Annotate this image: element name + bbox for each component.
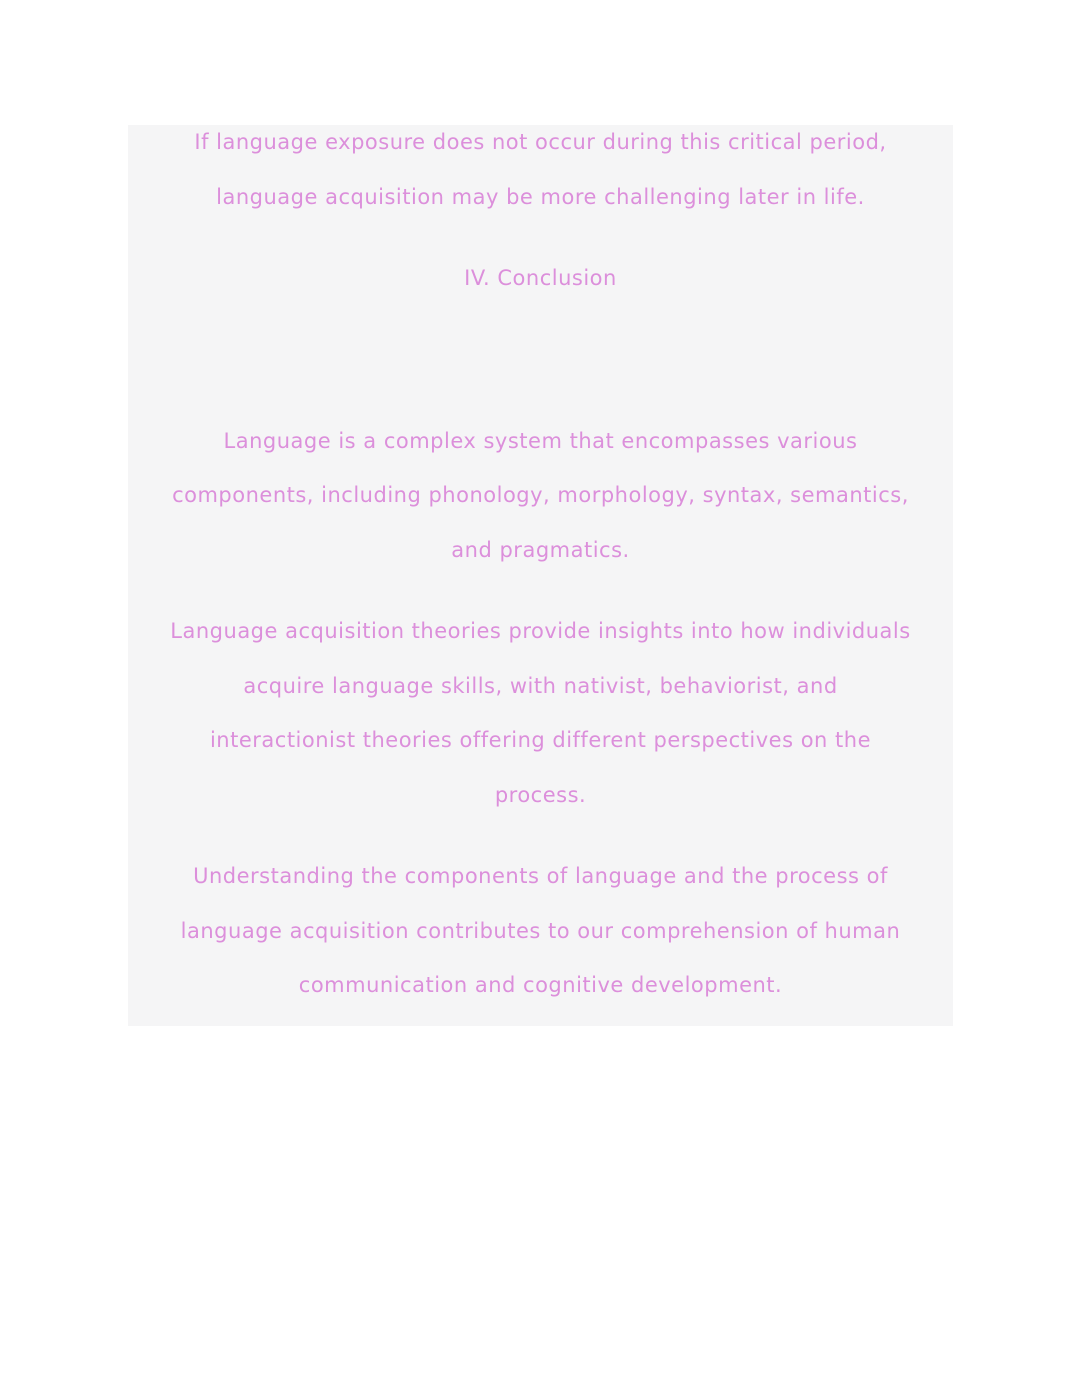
text-line: Language is a complex system that encompasses various xyxy=(223,428,858,453)
blank-gap xyxy=(128,333,953,414)
paragraph-understanding-summary xyxy=(128,849,953,1013)
text-line: Language acquisition theories provide insights into how individuals xyxy=(170,619,911,643)
text-line: acquire language skills, with nativist, behaviorist, and xyxy=(243,673,838,698)
text-line: language acquisition may be more challenging later in life. xyxy=(216,184,865,209)
text-line: interactionist theories offering different perspectives on the xyxy=(209,728,872,752)
text-line: communication and cognitive development. xyxy=(298,973,783,997)
text-line: components, including phonology, morphology, syntax, semantics, xyxy=(172,483,909,507)
paragraph-language-components xyxy=(128,414,953,578)
heading-line: IV. Conclusion xyxy=(464,266,617,290)
paragraph-critical-period xyxy=(128,125,953,224)
text-line: language acquisition contributes to our comprehension of human xyxy=(180,918,901,943)
text-line: Understanding the components of language and the process of xyxy=(193,864,888,888)
document-text-panel xyxy=(128,125,953,1026)
text-line: process. xyxy=(494,782,587,807)
text-line: If language exposure does not occur during this critical period, xyxy=(194,130,887,154)
section-heading-conclusion xyxy=(128,251,953,306)
text-line: and pragmatics. xyxy=(451,537,630,562)
document-content xyxy=(128,125,953,1013)
paragraph-acquisition-theories xyxy=(128,604,953,822)
